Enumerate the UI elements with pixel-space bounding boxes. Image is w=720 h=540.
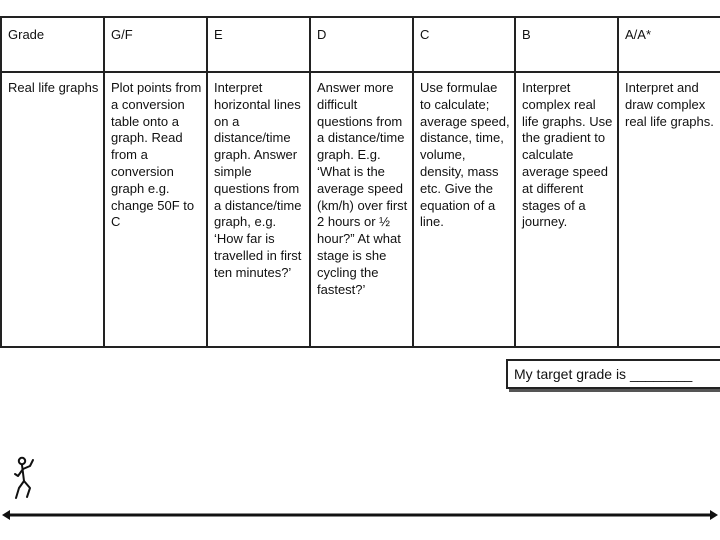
table-row [1,72,720,347]
running-figure-icon [12,456,42,500]
header-b: B [515,17,618,72]
header-g-f: G/F [104,17,207,72]
header-a-astar: A/A* [618,17,720,72]
header-c: C [413,17,515,72]
cell-a-astar: Interpret and draw complex real life graphs. [618,72,720,347]
cell-c: Use formulae to calculate; average speed, distance, time, volume, density, mass etc. Give the equation of a line. [413,72,515,347]
table-header-row [1,17,720,72]
cell-b: Interpret complex real life graphs. Use the gradient to calculate average speed at different stages of a journey. [515,72,618,347]
target-grade-box: My target grade is ________ [506,359,720,389]
cell-d: Answer more difficult questions from a distance/time graph. E.g. ‘What is the average speed (km/h) over first 2 hours or ½ hour?” At what stage is she cycling the fastest?’ [310,72,413,347]
double-arrow-icon [0,505,720,525]
header-e: E [207,17,310,72]
cell-g-f: Plot points from a conversion table onto a graph. Read from a conversion graph e.g. change 50F to C [104,72,207,347]
cell-topic: Real life graphs [1,72,104,347]
header-grade: Grade [1,17,104,72]
header-d: D [310,17,413,72]
grade-criteria-table [0,16,720,348]
cell-e: Interpret horizontal lines on a distance/time graph. Answer simple questions from a distance/time graph, e.g. ‘How far is travelled in first ten minutes?’ [207,72,310,347]
